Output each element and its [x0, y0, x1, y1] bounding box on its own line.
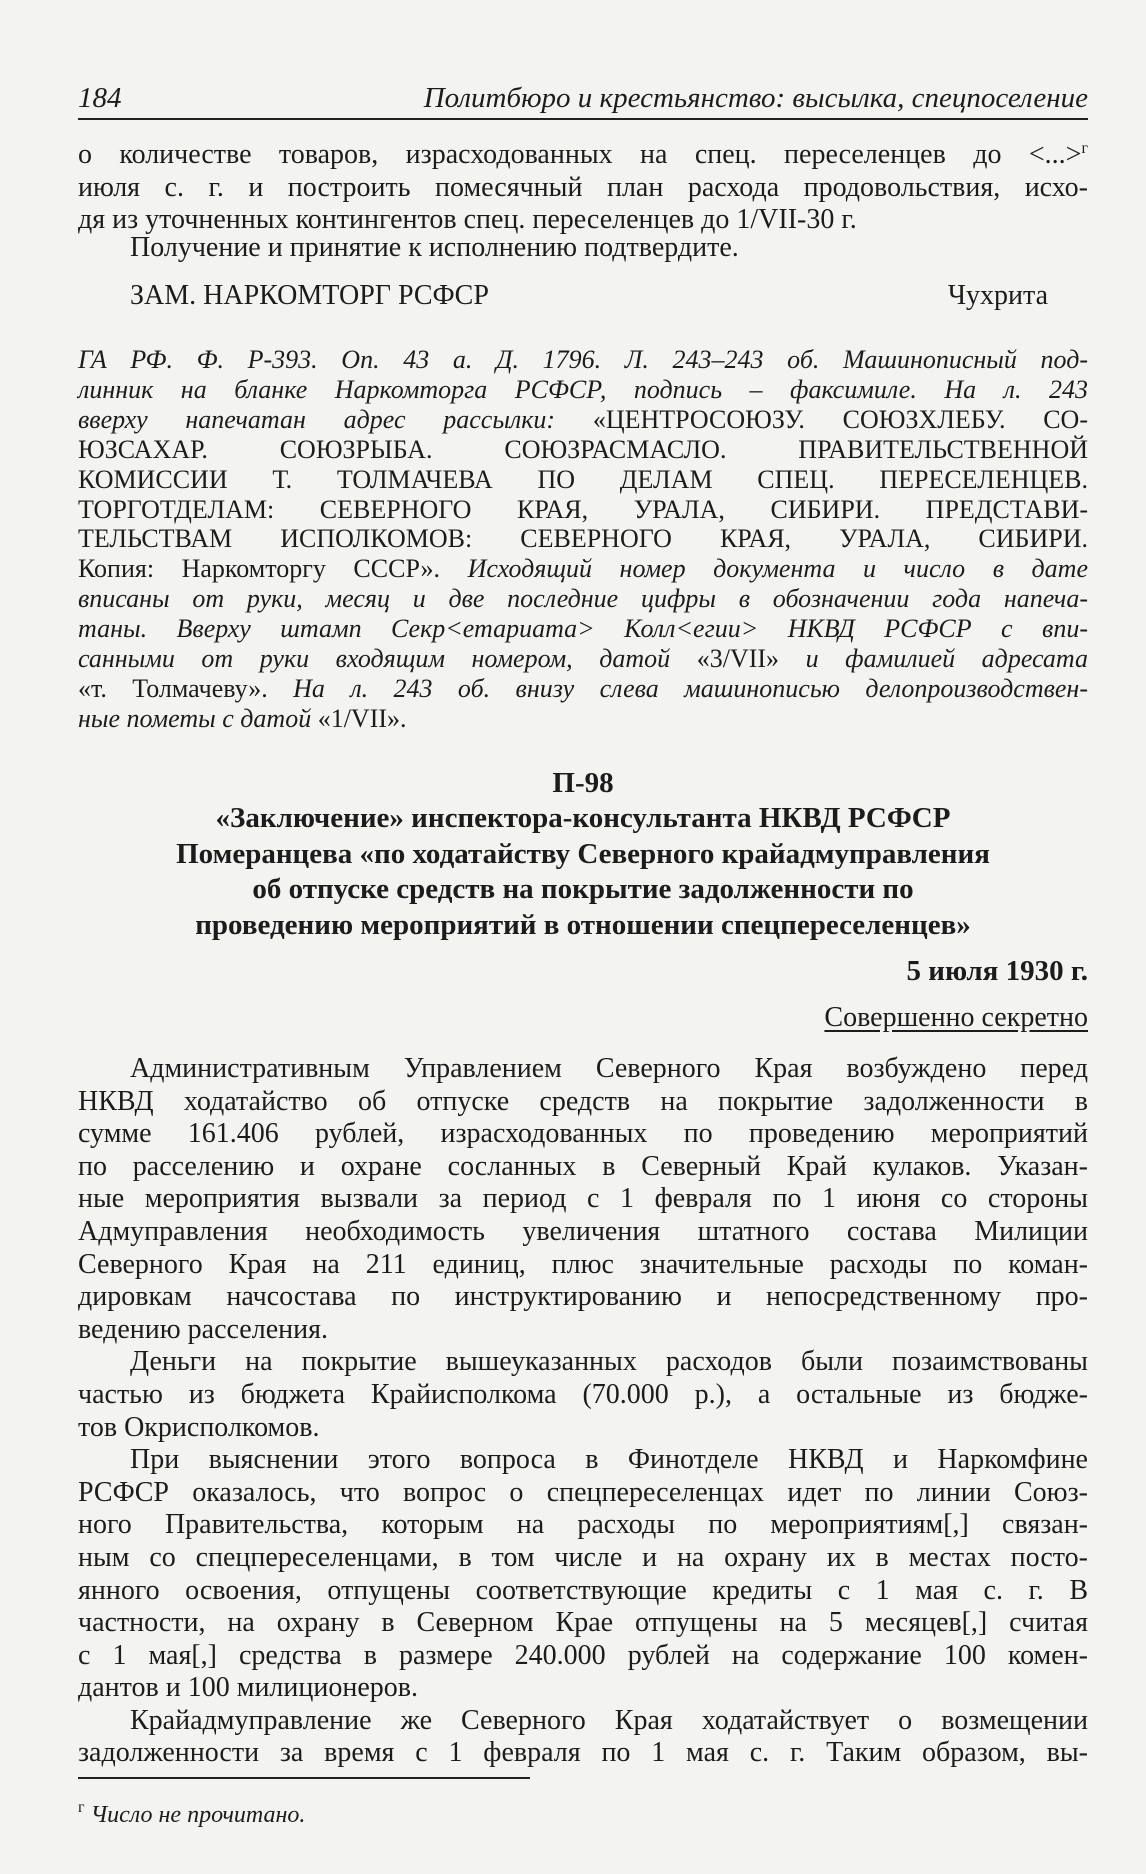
note-segment: санными от руки входящим номером, датой — [78, 644, 697, 674]
note-segment: Исходящий номер документа и число в дате — [467, 554, 1088, 584]
note-segment: вверху напечатан адрес рассылки: — [78, 404, 593, 434]
note-segment: вписаны от руки, месяц и две последние цифры в обозначении года напеча- — [78, 584, 1088, 614]
letter-ending — [78, 139, 1088, 237]
note-line — [78, 614, 1088, 644]
note-segment: КОМИССИИ Т. ТОЛМАЧЕВА ПО ДЕЛАМ СПЕЦ. ПЕРЕСЕЛЕНЦЕВ. — [78, 464, 1088, 494]
footnote-text: Число не прочитано. — [90, 1802, 306, 1828]
paragraph-line: частности, на охрану в Северном Крае отпущены на 5 месяцев[,] считая — [78, 1607, 1088, 1639]
paragraph-line: ным со спецпереселенцами, в том числе и на охрану их в местах посто- — [78, 1541, 1088, 1573]
document-body — [78, 1053, 1088, 1770]
note-segment: «т. Толмачеву». — [78, 673, 294, 703]
document-date: 5 июля 1930 г. — [906, 955, 1088, 987]
signer-name: Чухрита — [947, 280, 1048, 311]
document-title — [78, 801, 1088, 944]
note-segment: «1/VII». — [317, 703, 407, 733]
signer-title: ЗАМ. НАРКОМТОРГ РСФСР — [130, 280, 489, 311]
note-line — [78, 435, 1088, 465]
page-number: 184 — [78, 82, 122, 114]
note-segment: Копия: Наркомторгу СССР». — [78, 554, 468, 584]
note-segment: ТОРГОТДЕЛАМ: СЕВЕРНОГО КРАЯ, УРАЛА, СИБИРИ. ПРЕДСТАВИ- — [78, 494, 1088, 524]
paragraph-line: При выяснении этого вопроса в Финотделе НКВД и Наркомфине — [130, 1444, 1088, 1476]
title-line: об отпуске средств на покрытие задолженности по — [252, 873, 914, 906]
title-line: «Заключение» инспектора-консультанта НКВД РСФСР — [215, 802, 951, 834]
note-line — [78, 704, 1088, 734]
note-segment: ные пометы с датой — [78, 703, 318, 733]
paragraph-line: Административным Управлением Северного Края возбуждено перед — [130, 1053, 1088, 1084]
paragraph-line: НКВД ходатайство об отпуске средств на покрытие задолженности в — [78, 1085, 1088, 1117]
text-line — [78, 139, 1088, 172]
note-segment: таны. Вверху штамп Секр<етариата> Колл<егии> НКВД РСФСР с впи- — [78, 614, 1088, 644]
note-line — [78, 584, 1088, 614]
paragraph-line: по расселению и охране сосланных в Северный Край кулаков. Указан- — [78, 1150, 1088, 1182]
note-segment: ТЕЛЬСТВАМ ИСПОЛКОМОВ: СЕВЕРНОГО КРАЯ, УРАЛА, СИБИРИ. — [78, 524, 1088, 554]
confirmation-text: Получение и принятие к исполнению подтвердите. — [130, 232, 739, 263]
note-segment: линник на бланке Наркомторга РСФСР, подпись – факсимиле. На л. 243 — [78, 374, 1088, 404]
paragraph-line: ведению расселения. — [78, 1313, 328, 1345]
paragraph-line: дировкам начсостава по инструктированию и непосредственному про- — [78, 1281, 1088, 1313]
line-text: июля с. г. и построить помесячный план расхода продовольствия, исхо- — [78, 171, 1088, 203]
note-segment: На л. 243 об. внизу слева машинописью делопроизводствен- — [293, 673, 1088, 703]
signature-block — [78, 280, 1088, 312]
paragraph-line: янного освоения, отпущены соответствующие кредиты с 1 мая с. г. В — [78, 1574, 1088, 1606]
classification-stamp: Совершенно секретно — [824, 1002, 1088, 1033]
line-text: о количестве товаров, израсходованных на спец. переселенцев до <...> — [78, 139, 1082, 170]
paragraph-line: ные мероприятия вызвали за период с 1 февраля по 1 июня со стороны — [78, 1183, 1088, 1215]
note-segment: и фамилией адресата — [779, 644, 1088, 674]
paragraph-line: тов Окрисполкомов. — [78, 1411, 320, 1443]
paragraph-line: задолженности за время с 1 февраля по 1 мая с. г. Таким образом, вы- — [78, 1737, 1088, 1769]
document-number-text: П-98 — [552, 767, 614, 799]
paragraph-line: дантов и 100 милиционеров. — [78, 1672, 418, 1704]
note-line — [78, 524, 1088, 554]
note-line — [78, 375, 1088, 405]
text-line — [78, 172, 1088, 205]
paragraph-line: Адмуправления необходимость увеличения штатного состава Милиции — [78, 1215, 1088, 1247]
title-line: проведению мероприятий в отношении спецпереселенцев» — [195, 909, 971, 942]
note-segment: ЮЗСАХАР. СОЮЗРЫБА. СОЮЗРАСМАСЛО. ПРАВИТЕЛЬСТВЕННОЙ — [78, 434, 1088, 464]
paragraph-line: ного Правительства, которым на расходы по мероприятиям[,] связан- — [78, 1509, 1088, 1541]
paragraph-line: Деньги на покрытие вышеуказанных расходов были позаимствованы — [130, 1346, 1088, 1378]
running-header — [78, 80, 1088, 116]
paragraph-line: Крайадмуправление же Северного Края ходатайствует о возмещении — [130, 1704, 1088, 1736]
note-line — [78, 465, 1088, 495]
running-title: Политбюро и крестьянство: высылка, спецпоселение — [423, 82, 1088, 114]
footnote-marker: г — [78, 1799, 85, 1816]
note-line — [78, 674, 1088, 704]
title-line: Померанцева «по ходатайству Северного крайадмуправления — [176, 837, 990, 870]
line-text: дя из уточненных контингентов спец. переселенцев до 1/VII-30 г. — [78, 204, 857, 236]
note-line — [78, 405, 1088, 435]
paragraph-line: РСФСР оказалось, что вопрос о спецпереселенцах идет по линии Союз- — [78, 1476, 1088, 1508]
archival-note — [78, 345, 1088, 734]
paragraph-line: с 1 мая[,] средства в размере 240.000 рублей на содержание 100 комен- — [78, 1639, 1088, 1671]
note-line — [78, 345, 1088, 375]
paragraph-line: частью из бюджета Крайисполкома (70.000 р.), а остальные из бюдже- — [78, 1378, 1088, 1410]
document-number — [78, 766, 1088, 802]
confirmation-line — [78, 232, 1088, 265]
paragraph-line: сумме 161.406 рублей, израсходованных по проведению мероприятий — [78, 1118, 1088, 1150]
note-segment: ГА РФ. Ф. Р-393. Оп. 43 а. Д. 1796. Л. 243–243 об. Машинописный под- — [78, 345, 1088, 374]
paragraph-line: Северного Края на 211 единиц, плюс значительные расходы по коман- — [78, 1248, 1088, 1280]
footnote — [78, 1799, 306, 1829]
note-segment: «3/VII» — [696, 644, 780, 674]
header-rule — [78, 118, 1088, 120]
note-line — [78, 554, 1088, 584]
footnote-ref: г — [1081, 140, 1088, 157]
note-line — [78, 644, 1088, 674]
note-line — [78, 495, 1088, 525]
note-segment: «ЦЕНТРОСОЮЗУ. СОЮЗХЛЕБУ. СО- — [592, 404, 1088, 434]
footnote-rule — [78, 1777, 530, 1779]
